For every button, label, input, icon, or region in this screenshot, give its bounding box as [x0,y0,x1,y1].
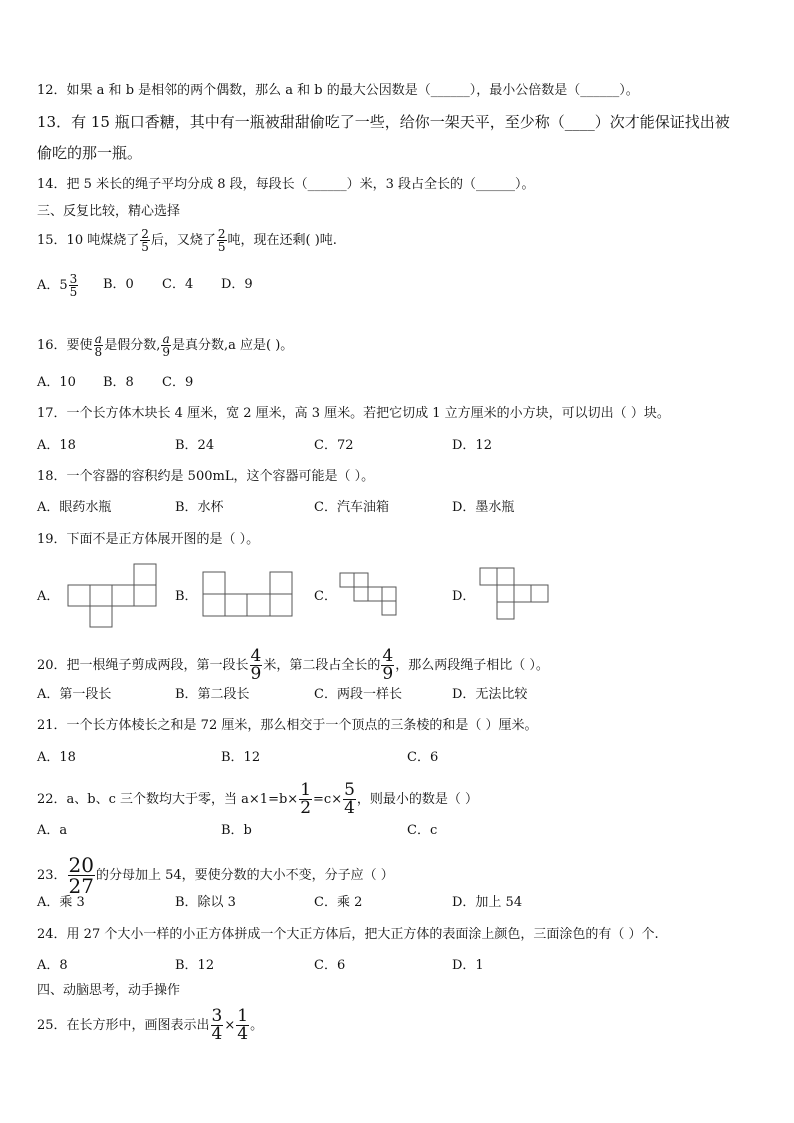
q19-text: 19．下面不是正方体展开图的是（ ）。 [37,532,260,547]
q19-option-d[interactable]: D． [452,589,476,604]
q23-option-a[interactable]: A．乘 3 [37,895,85,910]
q20-option-a[interactable]: A．第一段长 [37,687,112,702]
fraction: $\frac{5}{4}$ [344,780,355,818]
q13-line2: 偷吃的那一瓶。 [37,144,143,162]
q21-text: 21．一个长方体棱长之和是 72 厘米，那么相交于一个顶点的三条棱的和是（ ）厘米。 [37,718,538,733]
q17-option-c[interactable]: C．72 [314,438,354,453]
q18-text: 18．一个容器的容积约是 500mL，这个容器可能是（ ）。 [37,469,375,484]
cube-net-a-figure [67,563,159,631]
q13-line1: 13．有 15 瓶口香糖，其中有一瓶被甜甜偷吃了一些，给你一架天平，至少称（____）次才能保证找出被 [37,113,730,131]
q24-option-a[interactable]: A．8 [37,958,68,973]
q24-option-c[interactable]: C．6 [314,958,346,973]
q18-option-b[interactable]: B．水杯 [175,500,224,515]
q16-text: 16．要使 $\frac{a}{8}$ 是假分数, $\frac{a}{9}$ 是真分数,a 应是( )。 [37,332,294,359]
q20-option-c[interactable]: C．两段一样长 [314,687,402,702]
q17-text: 17．一个长方体木块长 4 厘米，宽 2 厘米，高 3 厘米。若把它切成 1 立方厘米的小方块，可以切出（ ）块。 [37,406,670,421]
q18-option-a[interactable]: A．眼药水瓶 [37,500,112,515]
q24-option-b[interactable]: B．12 [175,958,215,973]
fraction: $\frac{3}{4}$ [211,1006,223,1044]
q19-option-a[interactable]: A． [37,589,60,604]
q12-text: 12．如果 a 和 b 是相邻的两个偶数，那么 a 和 b 的最大公因数是（______），最小公倍数是（______）。 [37,83,639,98]
q17-option-b[interactable]: B．24 [175,438,215,453]
q20-option-d[interactable]: D．无法比较 [452,687,528,702]
q14-text: 14．把 5 米长的绳子平均分成 8 段，每段长（______）米，3 段占全长的（______）。 [37,177,535,192]
q24-text: 24．用 27 个大小一样的小正方体拼成一个大正方体后，把大正方体的表面涂上颜色，三面涂色的有（ ）个. [37,927,659,942]
cube-net-c-figure [339,572,401,619]
q17-option-d[interactable]: D．12 [452,438,492,453]
q25-text: 25．在长方形中，画图表示出 $\frac{3}{4}$ × $\frac{1}{4}$ 。 [37,1006,264,1044]
q20-text: 20．把一根绳子剪成两段，第一段长 $\frac{4}{9}$ 米，第二段占全长的 $\frac{4}{9}$ ，那么两段绳子相比（ ）。 [37,646,549,684]
q19-option-c[interactable]: C． [314,589,337,604]
q23-option-c[interactable]: C．乘 2 [314,895,363,910]
fraction: $\frac{a}{9}$ [162,332,170,359]
fraction: $\frac{1}{2}$ [300,780,312,818]
fraction: $\frac{1}{4}$ [237,1006,249,1044]
q21-option-c[interactable]: C．6 [407,750,439,765]
q15-option-a[interactable]: A．5 $\frac{3}{5}$ [37,272,78,299]
q24-option-d[interactable]: D．1 [452,958,484,973]
fraction: $\frac{2}{5}$ [141,227,149,254]
q19-option-b[interactable]: B． [175,589,198,604]
q23-option-b[interactable]: B．除以 3 [175,895,236,910]
q22-option-a[interactable]: A．a [37,823,68,838]
q20-option-b[interactable]: B．第二段长 [175,687,250,702]
q15-option-d[interactable]: D．9 [221,277,253,292]
fraction: $\frac{2}{5}$ [217,227,226,254]
fraction: $\frac{4}{9}$ [382,646,394,684]
cube-net-b-figure [202,571,295,619]
q22-option-c[interactable]: C．c [407,823,438,838]
q16-option-a[interactable]: A．10 [37,375,76,390]
q18-option-c[interactable]: C．汽车油箱 [314,500,389,515]
fraction: $\frac{a}{8}$ [94,332,103,359]
q21-option-b[interactable]: B．12 [221,750,261,765]
q15-option-c[interactable]: C．4 [162,277,194,292]
q18-option-d[interactable]: D．墨水瓶 [452,500,515,515]
q16-option-b[interactable]: B．8 [103,375,134,390]
q22-option-b[interactable]: B．b [221,823,252,838]
fraction: $\frac{4}{9}$ [250,646,262,684]
section4-heading: 四、动脑思考，动手操作 [37,983,181,998]
q17-option-a[interactable]: A．18 [37,438,76,453]
q16-option-c[interactable]: C．9 [162,375,194,390]
q15-option-b[interactable]: B．0 [103,277,134,292]
q15-text: 15．10 吨煤烧了 $\frac{2}{5}$ 后，又烧了 $\frac{2}{5}$ 吨，现在还剩( )吨. [37,227,337,254]
q23-text: 23． $\frac{20}{27}$ 的分母加上 54，要使分数的大小不变，分子应（ ） [37,853,394,898]
q23-option-d[interactable]: D．加上 54 [452,895,523,910]
cube-net-d-figure [479,567,553,623]
fraction: $\frac{20}{27}$ [68,853,94,898]
q21-option-a[interactable]: A．18 [37,750,76,765]
section3-heading: 三、反复比较，精心选择 [37,204,181,219]
q22-text: 22．a、b、c 三个数均大于零，当 a×1=b× $\frac{1}{2}$ =c× $\frac{5}{4}$ ，则最小的数是（ ） [37,780,479,818]
